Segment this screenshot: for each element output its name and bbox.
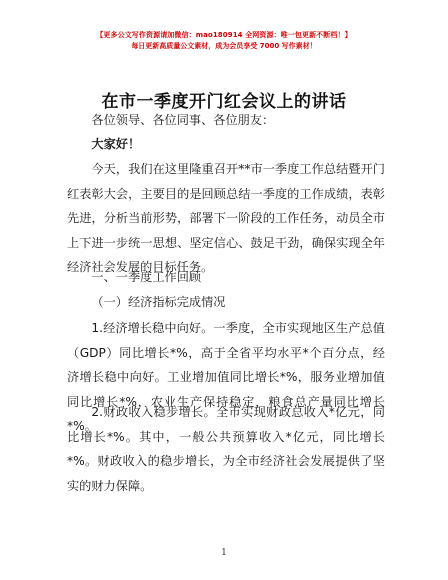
- subsection-heading: （一）经济指标完成情况: [91, 295, 226, 309]
- section-heading: 一、一季度工作回顾: [91, 270, 202, 284]
- salutation: 各位领导、各位同事、各位朋友：: [91, 113, 275, 127]
- promo-banner-line-2: 每日更新高质量公文素材，成为会员享受 7000 写作素材！: [131, 42, 317, 50]
- document-title: 在市一季度开门红会议上的讲话: [101, 92, 347, 112]
- promo-banner-line-1: 【更多公文写作资源请加微信：mao180914 全网资源：唯一包更新不断档！】: [96, 31, 352, 39]
- paragraph-item-2: 2.财政收入稳步增长。全市实现财政总收入*亿元，同比增长*%。其中，一般公共预算收入*亿元，同比增长*%。财政收入的稳步增长，为全市经济社会发展提供了坚实的财力保障。: [67, 405, 385, 493]
- page-number: 1: [221, 548, 227, 558]
- paragraph-item-1: 1.经济增长稳中向好。一季度，全市实现地区生产总值（GDP）同比增长*%，高于全省平均水平*个百分点，经济增长稳中向好。工业增加值同比增长*%，服务业增加值同比增长*%，农业生产保持稳定，粮食总产量同比增长*%。: [67, 321, 385, 433]
- greeting: 大家好！: [91, 137, 141, 151]
- opening-paragraph: 今天，我们在这里隆重召开**市一季度工作总结暨开门红表彰大会，主要目的是回顾总结一季度的工作成绩，表彰先进，分析当前形势，部署下一阶段的工作任务，动员全市上下进一步统一思想、坚定信心、鼓足干劲，确保实现全年经济社会发展的目标任务。: [67, 162, 385, 274]
